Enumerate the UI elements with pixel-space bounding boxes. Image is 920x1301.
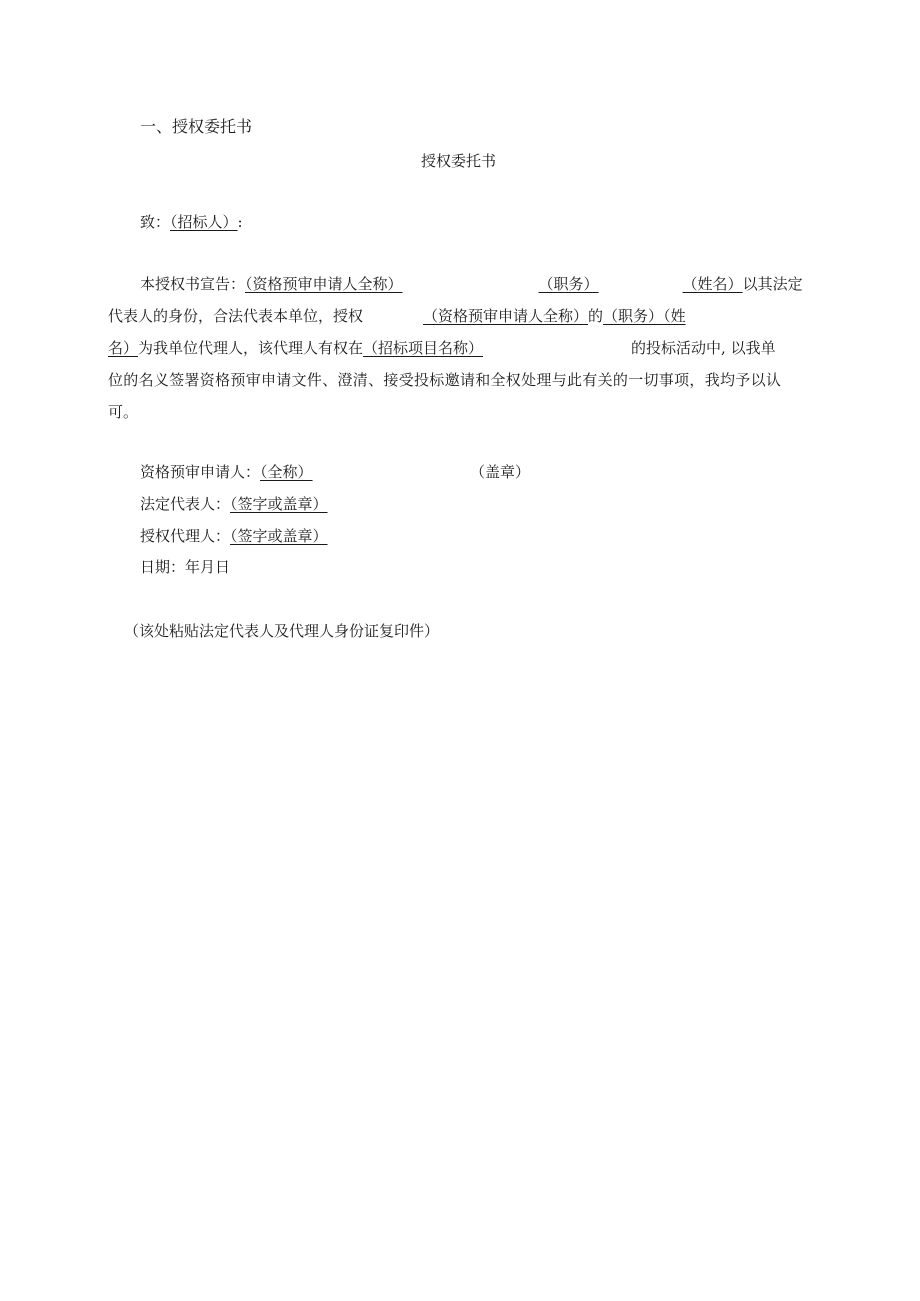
recipient-field: （招标人） [170, 213, 238, 231]
project-name-field: （招标项目名称） [363, 339, 484, 357]
id-copy-note: （该处粘贴法定代表人及代理人身份证复印件） [124, 622, 440, 640]
body-line-1 [140, 273, 803, 294]
body-line-3 [108, 337, 776, 358]
doc-title: 授权委托书 [421, 152, 497, 170]
agent-label: 授权代理人： [140, 527, 231, 545]
body-l1-suffix: 以其法定 [742, 275, 803, 293]
legal-rep-line [140, 493, 328, 514]
date-label: 日期： [140, 558, 186, 576]
applicant-label: 资格预审申请人： [140, 463, 261, 481]
addressee-line [140, 211, 243, 232]
agent-name-field-end: 名） [108, 339, 139, 357]
agent-company-field: （资格预审申请人全称） [423, 307, 589, 325]
seal-label: （盖章） [470, 463, 531, 481]
body-l2-prefix: 代表人的身份，合法代表本单位，授权 [108, 307, 364, 325]
applicant-name-field: （资格预审申请人全称） （职务） （姓名） [245, 275, 743, 293]
body-line-4: 位的名义签署资格预审申请文件、澄清、接受投标邀请和全权处理与此有关的一切事项，我均予以认 [108, 371, 782, 389]
applicant-line [140, 461, 313, 482]
agent-name-field-start: （姓 [663, 307, 686, 325]
addressee-label: 致： [140, 213, 171, 231]
legal-rep-label: 法定代表人： [140, 495, 231, 513]
applicant-fullname-field: （全称） [260, 463, 313, 481]
agent-title-field: （职务） [603, 307, 664, 325]
body-l3-suffix: 的投标活动中, 以我单 [631, 339, 776, 357]
body-l3-mid: 为我单位代理人，该代理人有权在 [138, 339, 364, 357]
legal-rep-signature-field: （签字或盖章） [230, 495, 328, 513]
section-heading: 一、授权委托书 [140, 117, 253, 136]
date-line [140, 556, 230, 577]
agent-line [140, 525, 328, 546]
body-l1-prefix: 本授权书宣告： [140, 275, 246, 293]
agent-signature-field: （签字或盖章） [230, 527, 328, 545]
body-line-5: 可。 [108, 403, 139, 421]
date-value: 年月日 [185, 558, 231, 576]
body-line-2 [108, 305, 686, 326]
body-l2-mid: 的 [588, 307, 604, 325]
addressee-end: : [237, 213, 243, 231]
